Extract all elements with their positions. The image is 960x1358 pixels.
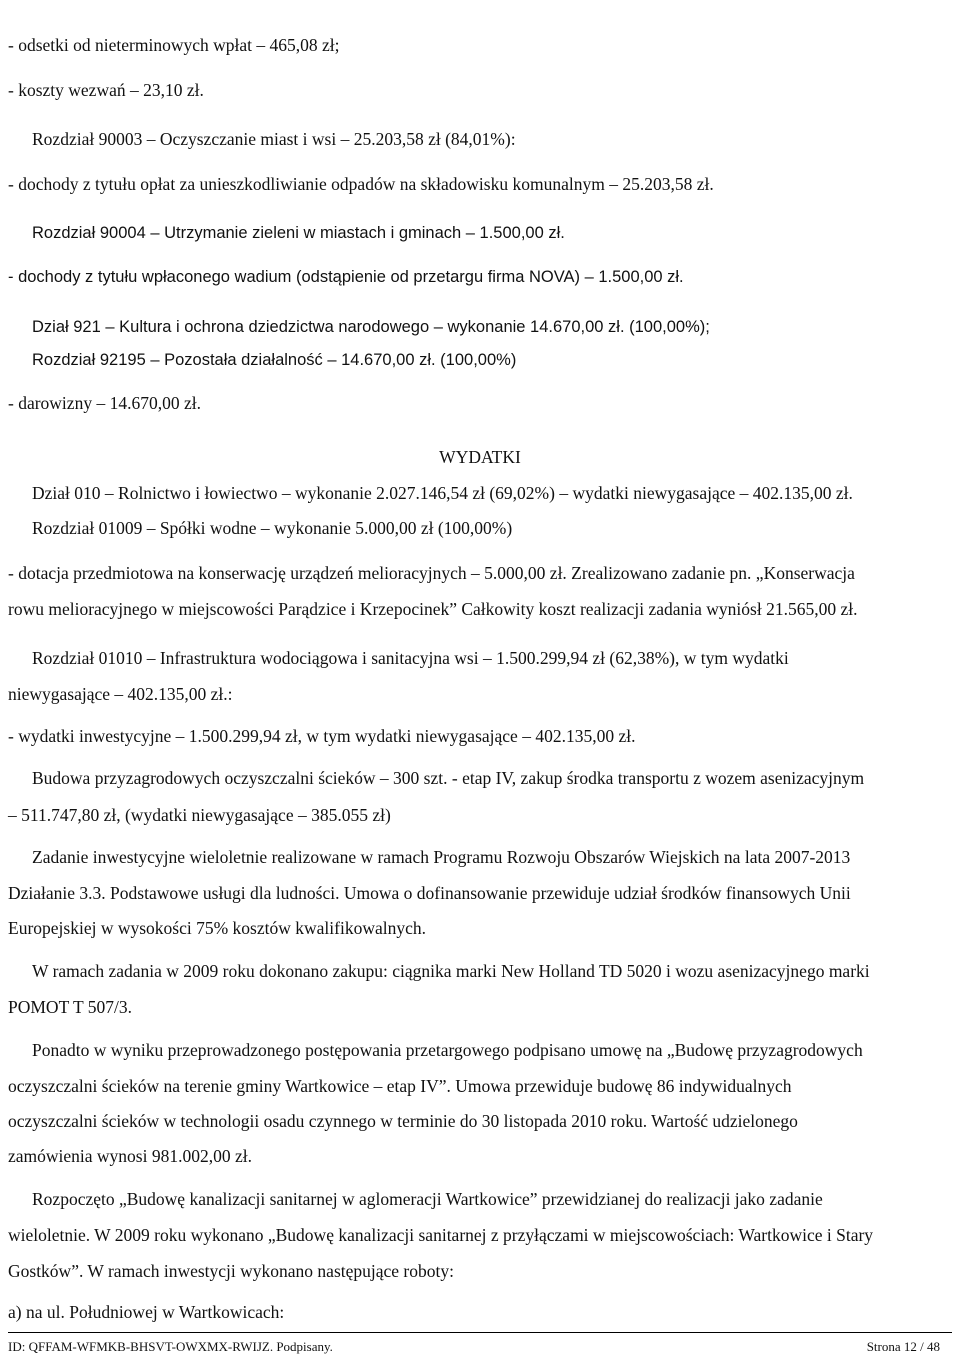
text-line-4: - dochody z tytułu opłat za unieszkodliwianie odpadów na składowisku komunalnym – 25.203,58 zł. (8, 174, 714, 194)
text-line-25: Ponadto w wyniku przeprowadzonego postępowania przetargowego podpisano umowę na „Budowę przyzagrodowych (32, 1040, 863, 1060)
text-line-15: Rozdział 01010 – Infrastruktura wodociągowa i sanitacyjna wsi – 1.500.299,94 zł (62,38%), w tym wydatki (32, 648, 789, 668)
text-line-19: – 511.747,80 zł, (wydatki niewygasające – 385.055 zł) (8, 805, 391, 825)
text-line-14: rowu melioracyjnego w miejscowości Parądzice i Krzepocinek” Całkowity koszt realizacji zadania wyniósł 21.565,00 zł. (8, 599, 858, 619)
text-line-31: Gostków”. W ramach inwestycji wykonano następujące roboty: (8, 1261, 454, 1281)
text-line-1: - odsetki od nieterminowych wpłat – 465,08 zł; (8, 35, 340, 55)
text-line-22: Europejskiej w wysokości 75% kosztów kwalifikowalnych. (8, 918, 426, 938)
text-line-27: oczyszczalni ścieków w technologii osadu czynnego w terminie do 30 listopada 2010 roku. Wartość udzielonego (8, 1111, 798, 1131)
text-line-26: oczyszczalni ścieków na terenie gminy Wartkowice – etap IV”. Umowa przewiduje budowę 86 indywidualnych (8, 1076, 792, 1096)
text-line-30: wieloletnie. W 2009 roku wykonano „Budowę kanalizacji sanitarnej z przyłączami w miejscowościach: Wartkowice i Stary (8, 1225, 874, 1245)
text-line-2: - koszty wezwań – 23,10 zł. (8, 80, 204, 100)
text-line-21: Działanie 3.3. Podstawowe usługi dla ludności. Umowa o dofinansowanie przewiduje udział środków finansowych Unii (8, 883, 851, 903)
section-heading-wydatki: WYDATKI (439, 447, 521, 467)
text-line-24: POMOT T 507/3. (8, 997, 132, 1017)
text-line-29: Rozpoczęto „Budowę kanalizacji sanitarnej w aglomeracji Wartkowice” przewidzianej do realizacji jako zadanie (32, 1189, 823, 1209)
text-line-11: Dział 010 – Rolnictwo i łowiectwo – wykonanie 2.027.146,54 zł (69,02%) – wydatki niewygasające – 402.135,00 zł. (32, 483, 853, 503)
footer-document-id: ID: QFFAM-WFMKB-BHSVT-OWXMX-RWIJZ. Podpisany. (8, 1339, 333, 1354)
text-line-9: - darowizny – 14.670,00 zł. (8, 393, 201, 413)
footer-page-number: Strona 12 / 48 (866, 1339, 940, 1354)
text-line-17: - wydatki inwestycyjne – 1.500.299,94 zł, w tym wydatki niewygasające – 402.135,00 zł. (8, 726, 636, 746)
text-line-20: Zadanie inwestycyjne wieloletnie realizowane w ramach Programu Rozwoju Obszarów Wiejskich na lata 2007-2013 (32, 847, 851, 867)
footer-divider (8, 1332, 952, 1333)
text-line-16: niewygasające – 402.135,00 zł.: (8, 684, 233, 704)
text-line-6: - dochody z tytułu wpłaconego wadium (odstąpienie od przetargu firma NOVA) – 1.500,00 zł. (8, 268, 684, 286)
text-line-5: Rozdział 90004 – Utrzymanie zieleni w miastach i gminach – 1.500,00 zł. (32, 224, 565, 242)
text-line-8: Rozdział 92195 – Pozostała działalność – 14.670,00 zł. (100,00%) (32, 351, 517, 369)
text-line-13: - dotacja przedmiotowa na konserwację urządzeń melioracyjnych – 5.000,00 zł. Zrealizowano zadanie pn. „Konserwacja (8, 563, 855, 583)
text-line-7: Dział 921 – Kultura i ochrona dziedzictwa narodowego – wykonanie 14.670,00 zł. (100,00%); (32, 318, 710, 336)
text-line-28: zamówienia wynosi 981.002,00 zł. (8, 1146, 252, 1166)
text-line-32: a) na ul. Południowej w Wartkowicach: (8, 1302, 285, 1322)
text-line-12: Rozdział 01009 – Spółki wodne – wykonanie 5.000,00 zł (100,00%) (32, 518, 513, 538)
text-line-3: Rozdział 90003 – Oczyszczanie miast i wsi – 25.203,58 zł (84,01%): (32, 129, 516, 149)
text-line-18: Budowa przyzagrodowych oczyszczalni ścieków – 300 szt. - etap IV, zakup środka transportu z wozem asenizacyjnym (32, 768, 865, 788)
text-line-23: W ramach zadania w 2009 roku dokonano zakupu: ciągnika marki New Holland TD 5020 i wozu asenizacyjnego marki (32, 961, 870, 981)
